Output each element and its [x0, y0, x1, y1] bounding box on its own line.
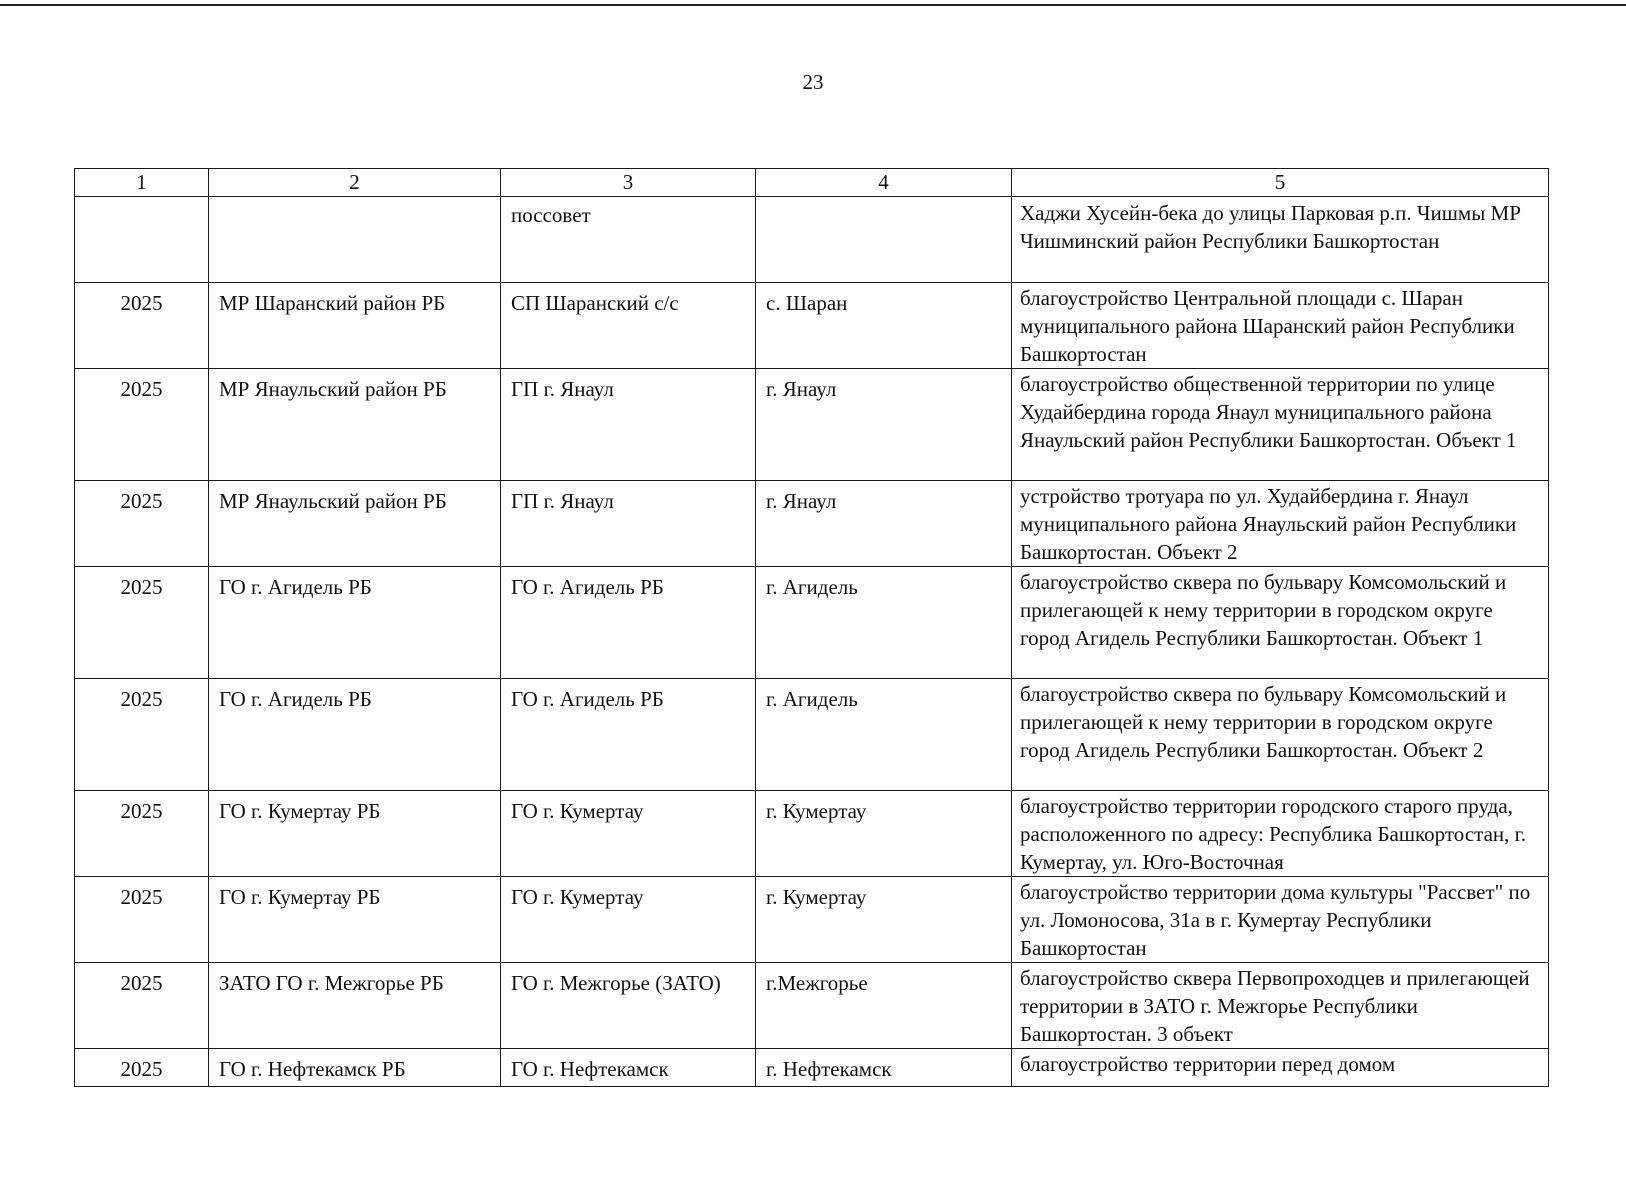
table-row: [75, 481, 1549, 567]
column-header: 2: [209, 169, 501, 197]
locality-cell: [756, 197, 1012, 283]
locality-cell: г. Нефтекамск: [756, 1049, 1012, 1087]
locality-cell: г. Кумертау: [756, 877, 1012, 963]
locality-cell: с. Шаран: [756, 283, 1012, 369]
description-cell: благоустройство сквера Первопроходцев и прилегающей территории в ЗАТО г. Межгорье Республики Башкортостан. 3 объект: [1012, 963, 1549, 1049]
table-header-row: [75, 169, 1549, 197]
municipality-cell: ГО г. Кумертау РБ: [209, 791, 501, 877]
municipality-cell: ЗАТО ГО г. Межгорье РБ: [209, 963, 501, 1049]
description-cell: устройство тротуара по ул. Худайбердина г. Янаул муниципального района Янаульский район Республики Башкортостан. Объект 2: [1012, 481, 1549, 567]
table-row: [75, 791, 1549, 877]
table-row: [75, 679, 1549, 791]
table-row: [75, 197, 1549, 283]
table-row: [75, 963, 1549, 1049]
table-row: [75, 877, 1549, 963]
description-cell: благоустройство территории городского старого пруда, расположенного по адресу: Республика Башкортостан, г. Кумертау, ул. Юго-Восточная: [1012, 791, 1549, 877]
locality-cell: г. Янаул: [756, 369, 1012, 481]
description-cell: благоустройство сквера по бульвару Комсомольский и прилегающей к нему территории в городском округе город Агидель Республики Башкортостан. Объект 2: [1012, 679, 1549, 791]
table-row: [75, 369, 1549, 481]
table-row: [75, 567, 1549, 679]
column-header: 5: [1012, 169, 1549, 197]
table-row: [75, 1049, 1549, 1087]
year-cell: 2025: [75, 963, 209, 1049]
municipality-cell: ГО г. Агидель РБ: [209, 567, 501, 679]
settlement-cell: ГО г. Нефтекамск: [501, 1049, 756, 1087]
description-cell: благоустройство общественной территории по улице Худайбердина города Янаул муниципального района Янаульский район Республики Башкортостан. Объект 1: [1012, 369, 1549, 481]
top-border-line: [0, 4, 1626, 6]
description-cell: Хаджи Хусейн-бека до улицы Парковая р.п. Чишмы МР Чишминский район Республики Башкортостан: [1012, 197, 1549, 283]
year-cell: 2025: [75, 481, 209, 567]
year-cell: [75, 197, 209, 283]
page-number: 23: [802, 70, 824, 94]
year-cell: 2025: [75, 877, 209, 963]
settlement-cell: ГО г. Межгорье (ЗАТО): [501, 963, 756, 1049]
settlement-cell: ГП г. Янаул: [501, 481, 756, 567]
description-cell: благоустройство сквера по бульвару Комсомольский и прилегающей к нему территории в городском округе город Агидель Республики Башкортостан. Объект 1: [1012, 567, 1549, 679]
column-header: 3: [501, 169, 756, 197]
objects-table: [74, 168, 1549, 1087]
settlement-cell: ГО г. Агидель РБ: [501, 679, 756, 791]
year-cell: 2025: [75, 567, 209, 679]
municipality-cell: ГО г. Агидель РБ: [209, 679, 501, 791]
settlement-cell: ГО г. Кумертау: [501, 791, 756, 877]
year-cell: 2025: [75, 283, 209, 369]
year-cell: 2025: [75, 1049, 209, 1087]
description-cell: благоустройство территории дома культуры "Рассвет" по ул. Ломоносова, 31а в г. Кумертау Республики Башкортостан: [1012, 877, 1549, 963]
municipality-cell: МР Янаульский район РБ: [209, 369, 501, 481]
municipality-cell: [209, 197, 501, 283]
description-cell: благоустройство Центральной площади с. Шаран муниципального района Шаранский район Республики Башкортостан: [1012, 283, 1549, 369]
locality-cell: г. Янаул: [756, 481, 1012, 567]
municipality-cell: ГО г. Нефтекамск РБ: [209, 1049, 501, 1087]
locality-cell: г. Кумертау: [756, 791, 1012, 877]
settlement-cell: ГО г. Агидель РБ: [501, 567, 756, 679]
column-header: 1: [75, 169, 209, 197]
table-row: [75, 283, 1549, 369]
settlement-cell: ГО г. Кумертау: [501, 877, 756, 963]
settlement-cell: СП Шаранский с/с: [501, 283, 756, 369]
locality-cell: г. Агидель: [756, 679, 1012, 791]
municipality-cell: ГО г. Кумертау РБ: [209, 877, 501, 963]
description-cell: благоустройство территории перед домом: [1012, 1049, 1549, 1087]
locality-cell: г.Межгорье: [756, 963, 1012, 1049]
column-header: 4: [756, 169, 1012, 197]
year-cell: 2025: [75, 679, 209, 791]
settlement-cell: поссовет: [501, 197, 756, 283]
year-cell: 2025: [75, 369, 209, 481]
municipality-cell: МР Шаранский район РБ: [209, 283, 501, 369]
locality-cell: г. Агидель: [756, 567, 1012, 679]
settlement-cell: ГП г. Янаул: [501, 369, 756, 481]
year-cell: 2025: [75, 791, 209, 877]
municipality-cell: МР Янаульский район РБ: [209, 481, 501, 567]
